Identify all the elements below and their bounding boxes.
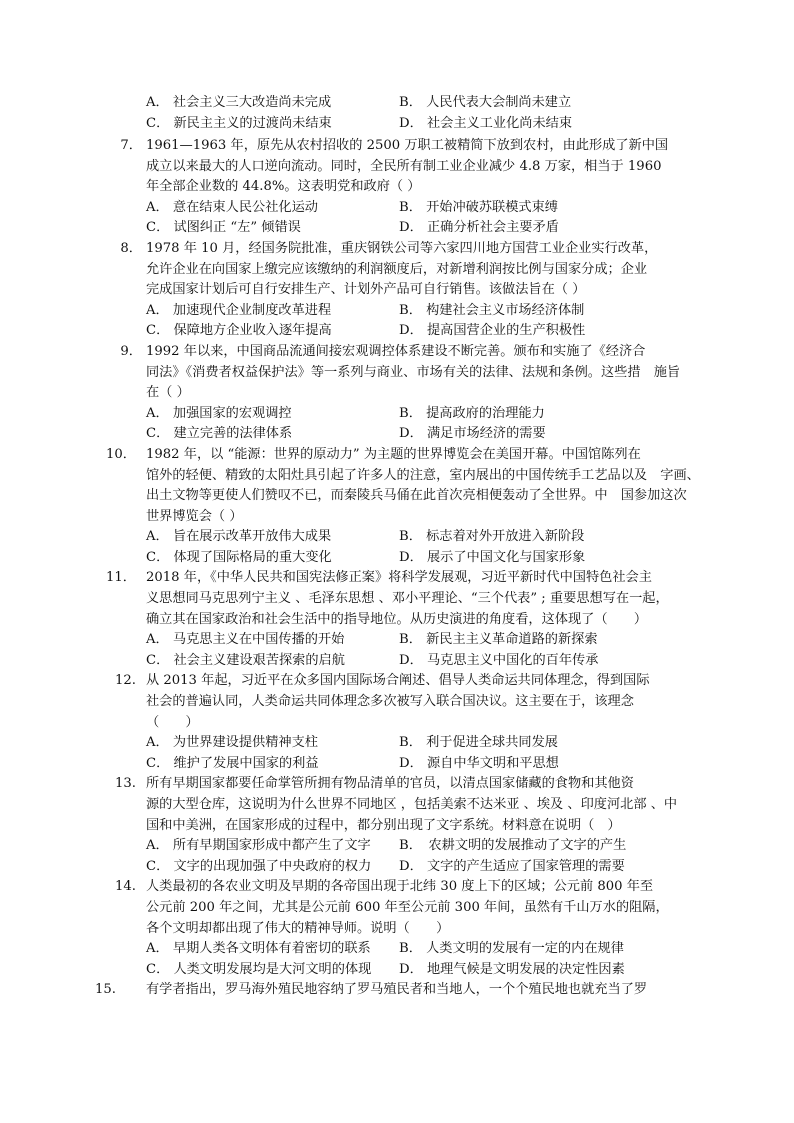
option-c: C． 社会主义建设艰苦探索的启航 — [146, 652, 345, 668]
option-a: A． 所有早期国家形成中都产生了文字 — [146, 838, 371, 854]
option-d: D． 展示了中国文化与国家形象 — [399, 549, 586, 565]
option-b: B． 构建社会主义市场经济体制 — [399, 302, 585, 318]
question-14 — [0, 877, 794, 980]
option-d: D． 马克思主义中国化的百年传承 — [399, 652, 599, 668]
option-a: A． 早期人类各文明体有着密切的联系 — [146, 941, 371, 957]
option-b: B． 新民主主义革命道路的新探索 — [399, 632, 598, 648]
option-b: B． 开始冲破苏联模式束缚 — [399, 199, 558, 215]
question-text: 出土文物等更使人们赞叹不已，而秦陵兵马俑在此首次亮相便轰动了全世界。中 国参加这次 — [146, 488, 687, 504]
question-13 — [0, 774, 794, 877]
question-7 — [0, 136, 794, 239]
question-9 — [0, 342, 794, 445]
question-text: 人类最初的各农业文明及早期的各帝国出现于北纬 30 度上下的区域；公元前 800 年至 — [146, 879, 654, 895]
question-text: 公元前 200 年之间，尤其是公元前 600 年至公元前 300 年间，虽然有千山万水的阻隔， — [146, 899, 669, 915]
question-15 — [0, 980, 794, 1001]
question-text: 从 2013 年起，习近平在众多国内国际场合阐述、倡导人类命运共同体理念，得到国际 — [146, 673, 650, 689]
question-number: 12. — [115, 673, 136, 689]
option-a: A． 马克思主义在中国传播的开始 — [146, 632, 345, 648]
option-d: D． 提高国营企业的生产积极性 — [399, 323, 586, 339]
question-number: 10． — [106, 446, 136, 462]
question-6-options — [0, 93, 794, 135]
option-d: D． 文字的产生适应了国家管理的需要 — [399, 858, 625, 874]
question-text: 1992 年以来，中国商品流通间接宏观调控体系建设不断完善。颁布和实施了《经济合 — [146, 343, 646, 359]
question-text: 年全部企业数的 44.8%。这表明党和政府（ ） — [146, 179, 421, 195]
option-a: A． 为世界建设提供精神支柱 — [146, 735, 318, 751]
question-number: 14. — [115, 879, 136, 895]
question-text: 源的大型仓库，这说明为什么世界不同地区 ，包括美索不达米亚 、埃及 、印度河北部 、中 — [146, 797, 678, 812]
question-text: 1978 年 10 月，经国务院批准，重庆钢铁公司等六家四川地方国营工业企业实行改革， — [146, 240, 658, 256]
question-text: 世界博览会（ ） — [146, 508, 243, 524]
option-c: C． 文字的出现加强了中央政府的权力 — [146, 858, 372, 874]
question-number: 13. — [115, 776, 136, 792]
option-a: A． 意在结束人民公社化运动 — [146, 199, 318, 215]
question-number: 7． — [120, 138, 142, 153]
question-12 — [0, 671, 794, 774]
question-text: 社会的普遍认同，人类命运共同体理念多次被写入联合国决议。这主要在于，该理念 — [146, 694, 634, 710]
option-b: B． 农耕文明的发展推动了文字的产生 — [399, 838, 627, 854]
option-a: A． 加强国家的宏观调控 — [146, 405, 292, 421]
question-10 — [0, 445, 794, 569]
option-a: A． 旨在展示改革开放伟大成果 — [146, 529, 332, 545]
option-b: B． 提高政府的治理能力 — [399, 405, 545, 421]
question-text: 各个文明却都出现了伟大的精神导师。说明（ ） — [146, 920, 450, 936]
question-text: 1982 年，以 “能源：世界的原动力” 为主题的世界博览会在美国开幕。中国馆陈列在 — [146, 446, 641, 462]
question-text: 馆外的轻便、精致的太阳灶具引起了许多人的注意，室内展出的中国传统手工艺品以及 字画、 — [146, 467, 700, 483]
question-text: 义思想同马克思列宁主义 、毛泽东思想 、邓小平理论、“三个代表” ; 重要思想写在一起， — [146, 591, 669, 607]
option-c: C． 人类文明发展均是大河文明的体现 — [146, 961, 372, 977]
option-c: C． 试图纠正 “左” 倾错误 — [146, 220, 301, 236]
question-number: 11． — [106, 570, 136, 586]
question-text: 完成国家计划后可自行安排生产、计划外产品可自行销售。该做法旨在（ ） — [146, 282, 586, 298]
question-text: 2018 年，《中华人民共和国宪法修正案》将科学发展观，习近平新时代中国特色社会主 — [146, 570, 652, 586]
question-text: 同法》《消费者权益保护法》等一系列与商业、市场有关的法律、法规和条例。这些措 施旨 — [146, 364, 681, 380]
question-text: 有学者指出，罗马海外殖民地容纳了罗马殖民者和当地人，一个个殖民地也就充当了罗 — [146, 982, 648, 998]
option-d: D． 正确分析社会主要矛盾 — [399, 220, 559, 236]
option-c: C． 保障地方企业收入逐年提高 — [146, 323, 332, 339]
question-text: 国和中美洲，在国家形成的过程中，都分别出现了文字系统。材料意在说明（ ） — [146, 817, 621, 833]
question-text: 在（ ） — [146, 385, 190, 401]
option-c: C． 新民主主义的过渡尚未结束 — [146, 116, 332, 131]
option-a: A． 加速现代企业制度改革进程 — [146, 302, 332, 318]
question-number: 15. — [95, 982, 116, 998]
question-number: 8． — [120, 240, 142, 256]
option-b: B． 利于促进全球共同发展 — [399, 735, 558, 751]
question-text: 所有早期国家都要任命掌管所拥有物品清单的官员，以清点国家储藏的食物和其他资 — [146, 776, 634, 792]
option-c: C． 建立完善的法律体系 — [146, 426, 293, 442]
question-text: 1961—1963 年，原先从农村招收的 2500 万职工被精简下放到农村，由此形成了新中国 — [146, 138, 669, 153]
option-d: D． 满足市场经济的需要 — [399, 426, 546, 442]
option-b: B． 人类文明的发展有一定的内在规律 — [399, 941, 624, 957]
question-text: （ ） — [146, 714, 199, 730]
option-b: B． 人民代表大会制尚未建立 — [399, 95, 572, 110]
option-b: B． 标志着对外开放进入新阶段 — [399, 529, 585, 545]
question-text: 允许企业在向国家上缴完应该缴纳的利润额度后，对新增利润按比例与国家分成；企业 — [146, 261, 648, 277]
question-11 — [0, 568, 794, 671]
option-d: D． 源自中华文明和平思想 — [399, 755, 559, 771]
question-8 — [0, 239, 794, 342]
option-d: D． 地理气候是文明发展的决定性因素 — [399, 961, 625, 977]
option-d: D． 社会主义工业化尚未结束 — [399, 116, 573, 131]
option-a: A． 社会主义三大改造尚未完成 — [146, 95, 332, 110]
option-c: C． 维护了发展中国家的利益 — [146, 755, 319, 771]
question-text: 确立其在国家政治和社会生活中的指导地位。从历史演进的角度看，这体现了（ ） — [146, 611, 648, 627]
option-c: C． 体现了国际格局的重大变化 — [146, 549, 332, 565]
question-text: 成立以来最大的人口逆向流动。同时，全民所有制工业企业减少 4.8 万家，相当于 1960 — [146, 158, 662, 174]
question-number: 9． — [120, 343, 142, 359]
question-list — [0, 93, 794, 1001]
